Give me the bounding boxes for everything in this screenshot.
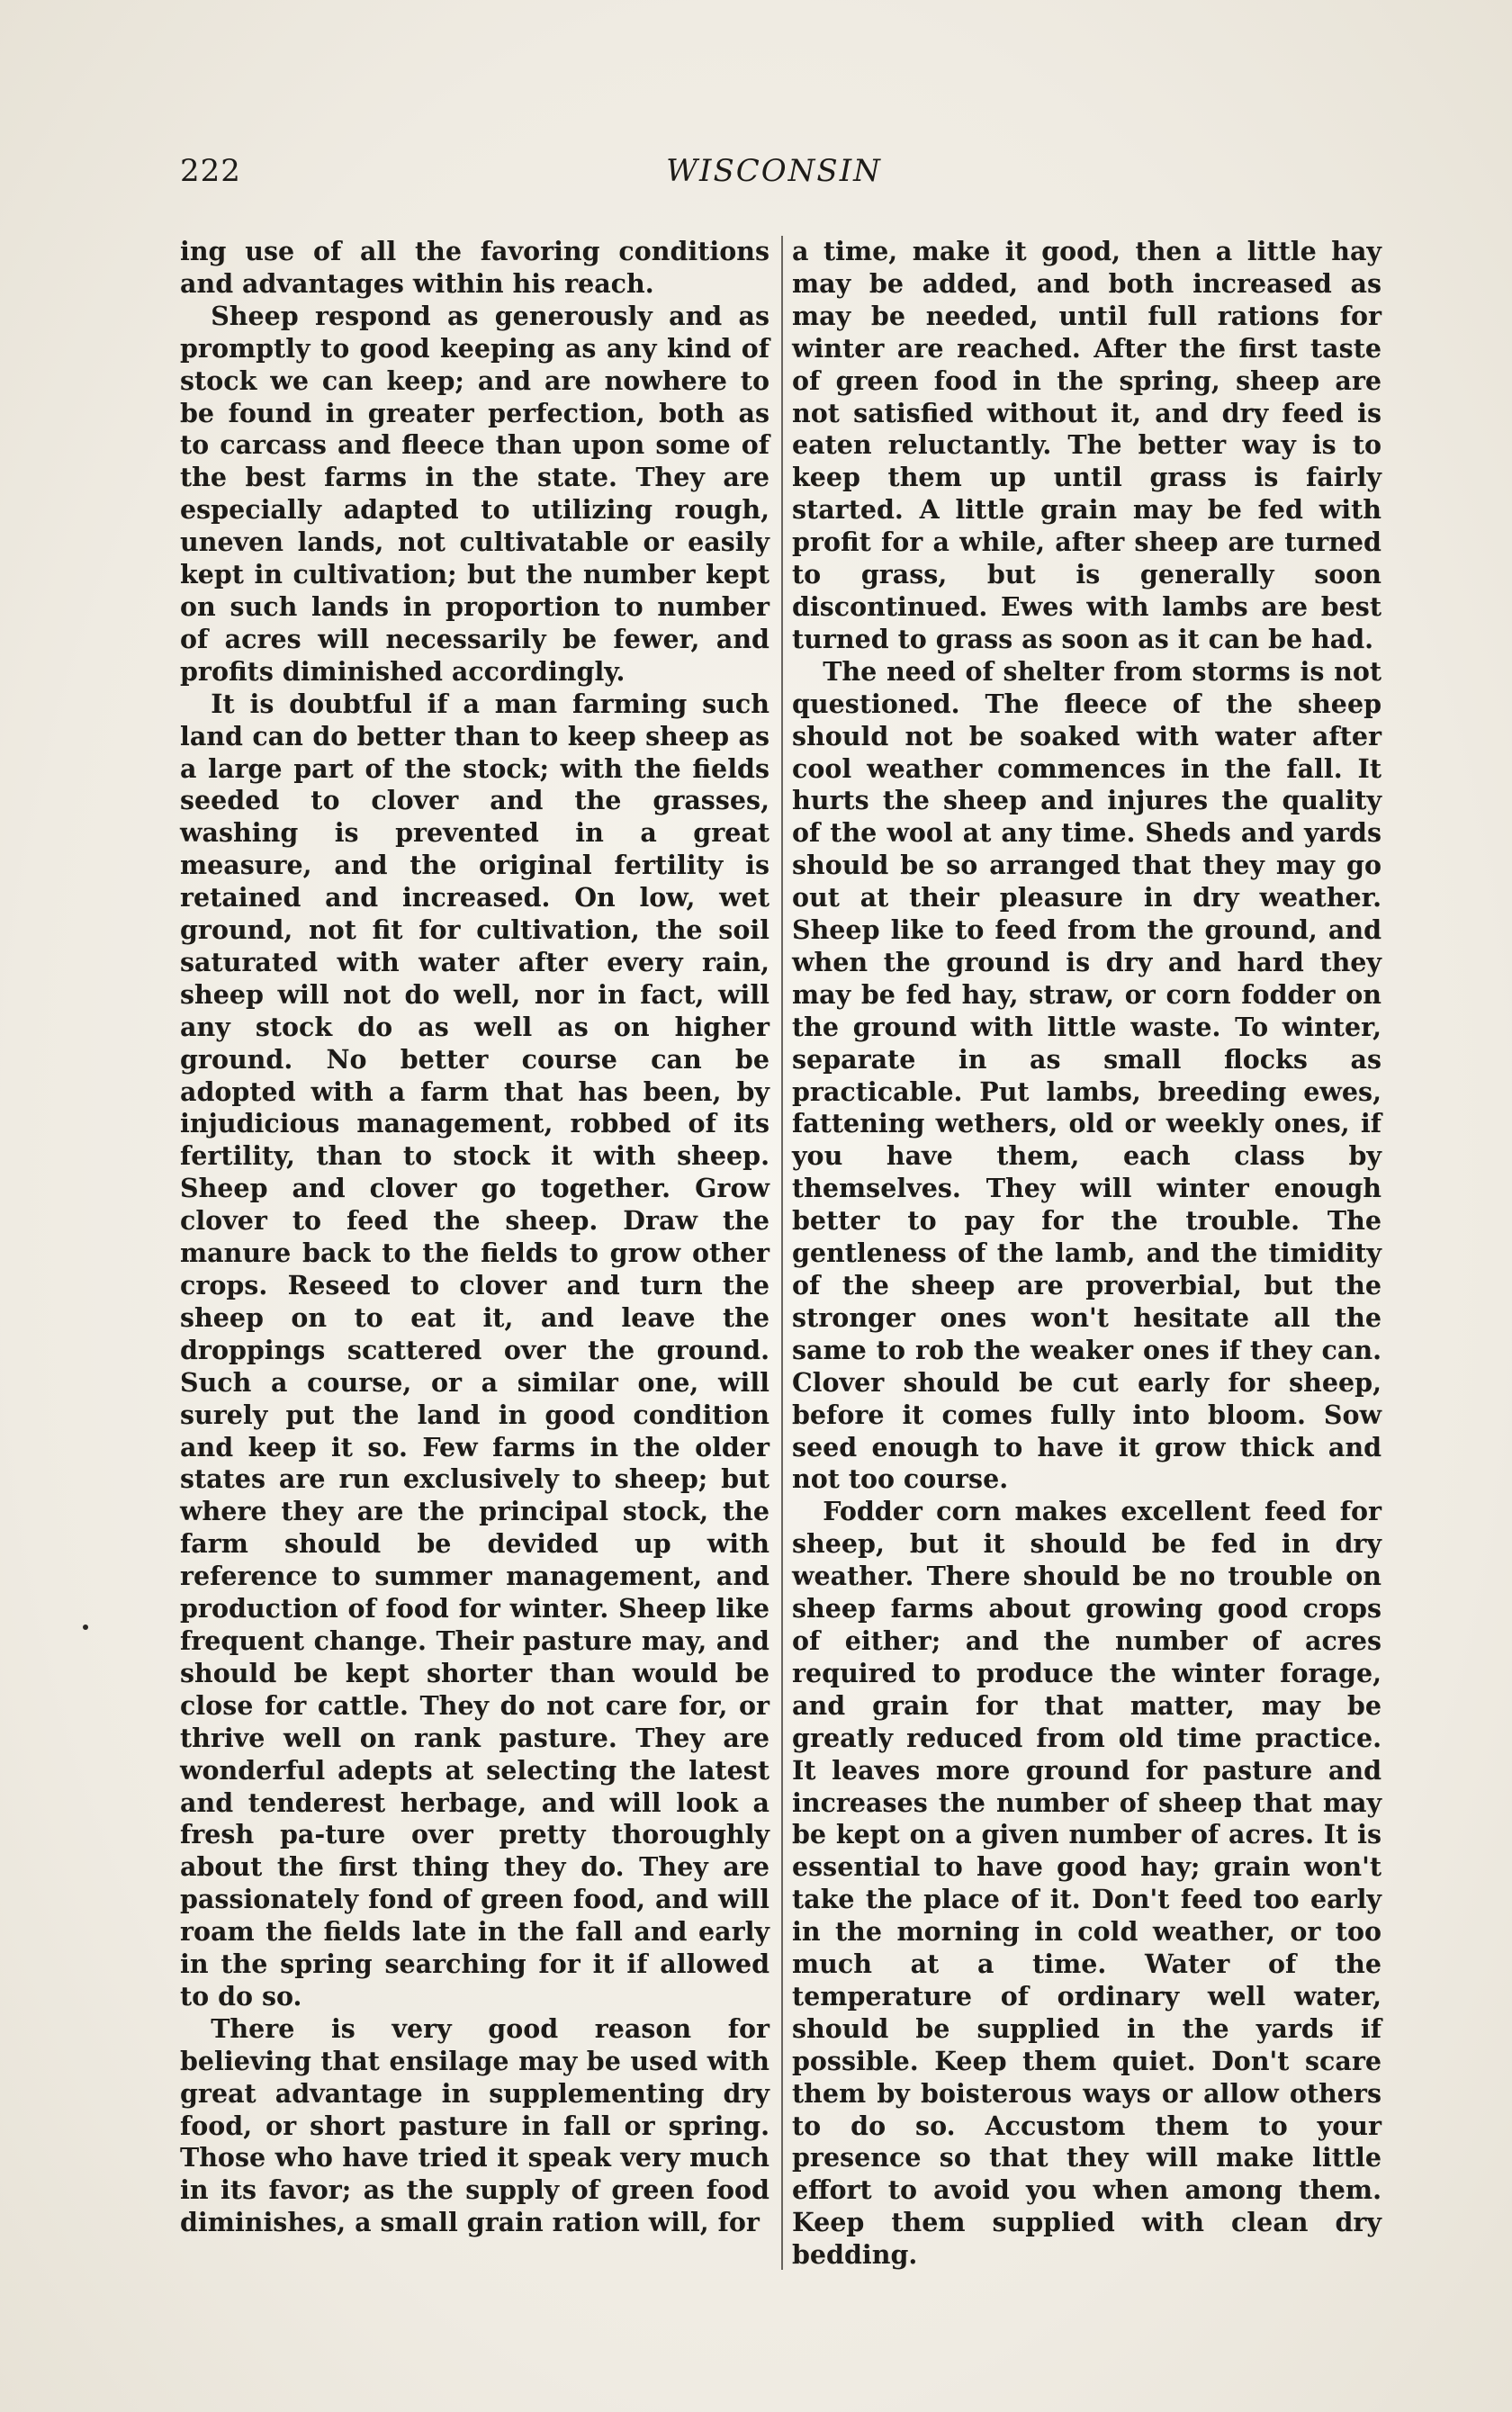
running-title: WISCONSIN [666, 153, 882, 189]
running-head [180, 153, 1368, 198]
margin-speck [83, 1624, 88, 1630]
paragraph: ing use of all the favoring conditions and advantages within his reach. [180, 236, 770, 299]
page-number: 222 [180, 153, 241, 189]
paragraph: There is very good reason for believing that ensilage may be used with great advantage in supplementing dry food, or short pasture in fall or spring. Those who have tried it speak very much in its favor; as the supply of green food diminishes, a small grain ration will, for [180, 2012, 770, 2238]
left-column [180, 236, 770, 2239]
paragraph: It is doubtful if a man farming such land can do better than to keep sheep as a large part of the stock; with the fields seeded to clover and the grasses, washing is prevented in a great measure, and the original fertility is retained and increased. On low, wet ground, not fit for cultivation, the soil saturated with water after every rain, sheep will not do well, nor in fact, will any stock do as well as on higher ground. No better course can be adopted with a farm that has been, by injudicious management, robbed of its fertility, than to stock it with sheep. Sheep and clover go together. Grow clover to feed the sheep. Draw the manure back to the fields to grow other crops. Reseed to clover and turn the sheep on to eat it, and leave the droppings scattered over the ground. Such a course, or a similar one, will surely put the land in good condition and keep it so. Few farms in the older states are run exclusively to sheep; but where they are the principal stock, the farm should be devided up with reference to summer management, and production of food for winter. Sheep like frequent change. Their pasture may, and should be kept shorter than would be close for cattle. They do not care for, or thrive well on rank pasture. They are wonderful adepts at selecting the latest and tenderest herbage, and will look a fresh pa-ture over pretty thoroughly about the first thing they do. They are passionately fond of green food, and will roam the fields late in the fall and early in the spring searching for it if allowed to do so. [180, 688, 770, 2012]
paragraph: a time, make it good, then a little hay may be added, and both increased as may be needed, until full rations for winter are reached. After the first taste of green food in the spring, sheep are not satisfied without it, and dry feed is eaten reluctantly. The better way is to keep them up until grass is fairly started. A little grain may be fed with profit for a while, after sheep are turned to grass, but is generally soon discontinued. Ewes with lambs are best turned to grass as soon as it can be had. [792, 236, 1382, 654]
column-divider [781, 236, 783, 2270]
paragraph: Sheep respond as generously and as promptly to good keeping as any kind of stock we can keep; and are nowhere to be found in greater perfection, both as to carcass and fleece than upon some of the best farms in the state. They are especially adapted to utilizing rough, uneven lands, not cultivatable or easily kept in cultivation; but the number kept on such lands in proportion to number of acres will necessarily be fewer, and profits diminished accordingly. [180, 300, 770, 687]
right-column [792, 236, 1382, 2272]
paragraph: Fodder corn makes excellent feed for sheep, but it should be fed in dry weather. There should be no trouble on sheep farms about growing good crops of either; and the number of acres required to produce the winter forage, and grain for that matter, may be greatly reduced from old time practice. It leaves more ground for pasture and increases the number of sheep that may be kept on a given number of acres. It is essential to have good hay; grain won't take the place of it. Don't feed too early in the morning in cold weather, or too much at a time. Water of the temperature of ordinary well water, should be supplied in the yards if possible. Keep them quiet. Don't scare them by boisterous ways or allow others to do so. Accustom them to your presence so that they will make little effort to avoid you when among them. Keep them supplied with clean dry bedding. [792, 1496, 1382, 2271]
paragraph: The need of shelter from storms is not questioned. The fleece of the sheep should not be soaked with water after cool weather commences in the fall. It hurts the sheep and injures the quality of the wool at any time. Sheds and yards should be so arranged that they may go out at their pleasure in dry weather. Sheep like to feed from the ground, and when the ground is dry and hard they may be fed hay, straw, or corn fodder on the ground with little waste. To winter, separate in as small flocks as practicable. Put lambs, breeding ewes, fattening wethers, old or weekly ones, if you have them, each class by themselves. They will winter enough better to pay for the trouble. The gentleness of the lamb, and the timidity of the sheep are proverbial, but the stronger ones won't hesitate all the same to rob the weaker ones if they can. Clover should be cut early for sheep, before it comes fully into bloom. Sow seed enough to have it grow thick and not too course. [792, 655, 1382, 1495]
